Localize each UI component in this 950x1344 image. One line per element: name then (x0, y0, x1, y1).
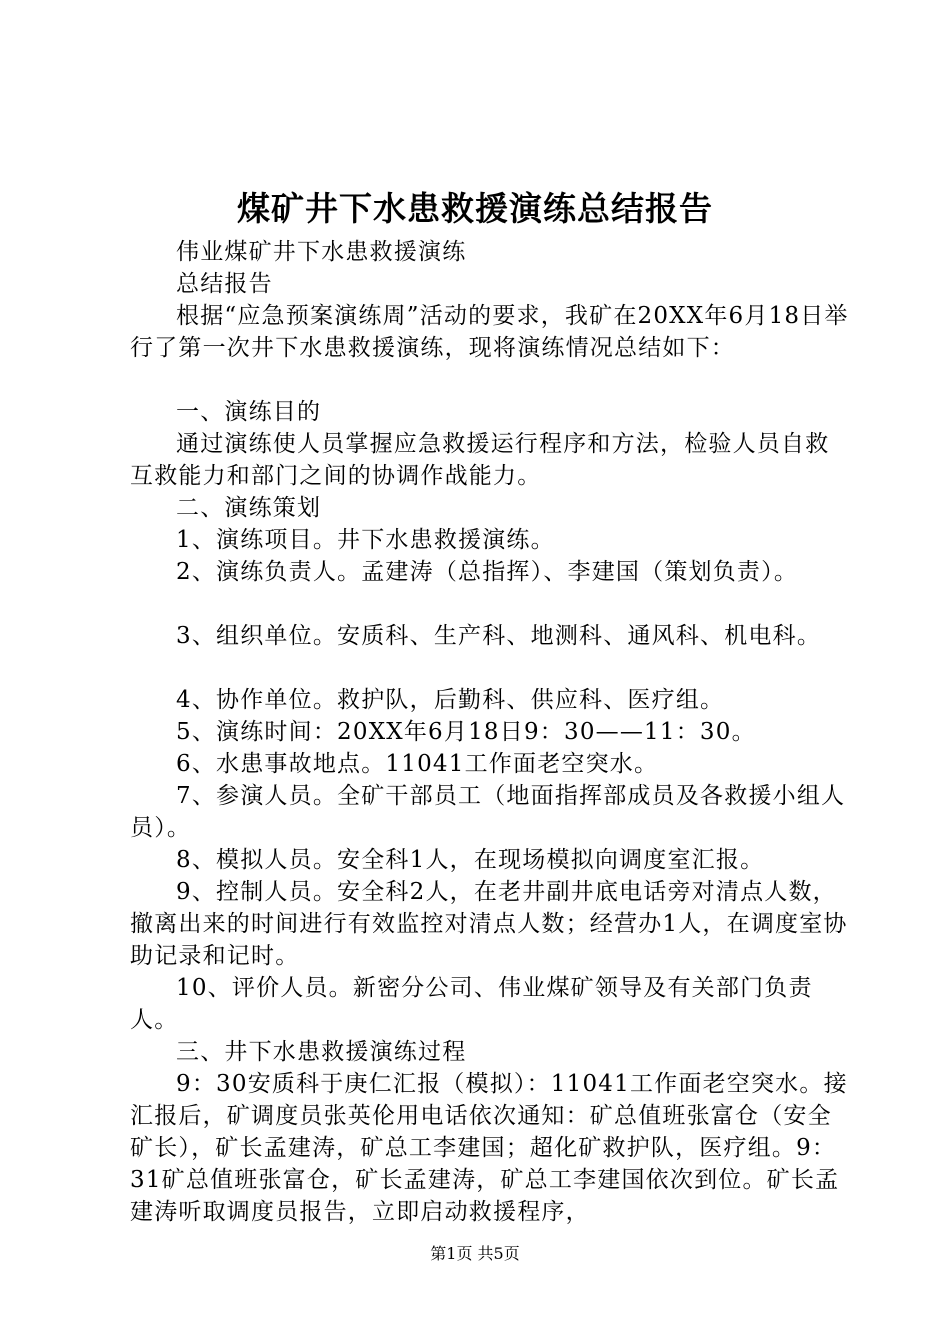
page-footer: 第1页 共5页 (430, 1244, 520, 1263)
section-heading-process: 三、井下水患救援演练过程 (176, 1039, 467, 1065)
paragraph-process: 9：30安质科于庚仁汇报（模拟）：11041工作面老空突水。接汇报后，矿调度员张英伦用电话依次通知：矿总值班张富仓（安全矿长），矿长孟建涛，矿总工李建国；超化矿救护队，医疗组。9：31矿总值班张富仓，矿长孟建涛，矿总工李建国依次到位。矿长孟建涛听取调度员报告，立即启动救援程序， (130, 1071, 848, 1225)
list-item-project: 1、演练项目。井下水患救援演练。 (176, 527, 555, 553)
document-body (130, 236, 850, 1228)
list-item-participants: 7、参演人员。全矿干部员工（地面指挥部成员及各救援小组人员）。 (130, 783, 846, 841)
list-item-simulators: 8、模拟人员。安全科1人，在现场模拟向调度室汇报。 (176, 847, 765, 873)
section-heading-planning: 二、演练策划 (176, 495, 322, 521)
list-item-cooperation: 4、协作单位。救护队，后勤科、供应科、医疗组。 (176, 687, 725, 713)
list-item-organizer: 3、组织单位。安质科、生产科、地测科、通风科、机电科。 (176, 623, 822, 649)
paragraph-subtitle-2: 总结报告 (176, 271, 273, 297)
paragraph-subtitle-1: 伟业煤矿井下水患救援演练 (176, 239, 467, 265)
list-item-location: 6、水患事故地点。11041工作面老空突水。 (176, 751, 659, 777)
paragraph-intro: 根据“应急预案演练周”活动的要求，我矿在20XX年6月18日举行了第一次井下水患救援演练，现将演练情况总结如下： (130, 303, 849, 361)
document-title: 煤矿井下水患救援演练总结报告 (237, 189, 713, 228)
list-item-evaluators: 10、评价人员。新密分公司、伟业煤矿领导及有关部门负责人。 (130, 975, 813, 1033)
section-heading-purpose: 一、演练目的 (176, 399, 322, 425)
list-item-time: 5、演练时间：20XX年6月18日9：30——11：30。 (176, 719, 756, 745)
paragraph-purpose: 通过演练使人员掌握应急救援运行程序和方法，检验人员自救互救能力和部门之间的协调作战能力。 (130, 431, 830, 489)
list-item-controllers: 9、控制人员。安全科2人，在老井副井底电话旁对清点人数，撤离出来的时间进行有效监控对清点人数；经营办1人，在调度室协助记录和记时。 (130, 879, 848, 969)
list-item-leader: 2、演练负责人。孟建涛（总指挥）、李建国（策划负责）。 (176, 559, 799, 585)
